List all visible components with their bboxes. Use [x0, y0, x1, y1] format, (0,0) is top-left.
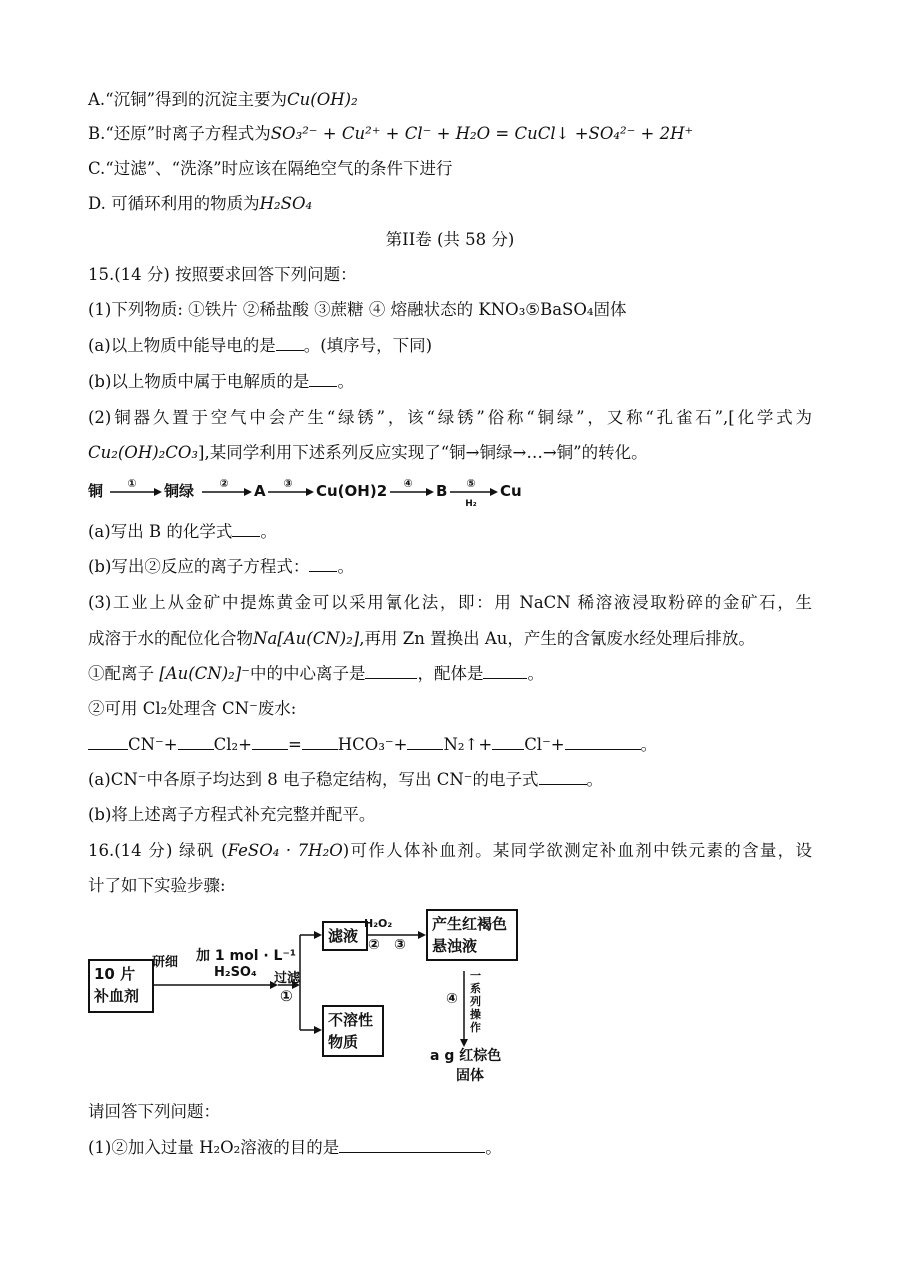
option-a-formula: Cu(OH)₂	[287, 90, 358, 109]
suspension-box	[426, 909, 518, 961]
q15-part3-text2: ,再用 Zn 置换出 Au，产生的含氰废水经处理后排放。	[359, 629, 755, 648]
q15-part1b-text: (b)以上物质中属于电解质的是	[88, 372, 310, 391]
q15-part2a	[88, 520, 277, 544]
supplement-box-line1: 10 片	[94, 965, 136, 983]
q15-part3-2: ②可用 Cl₂处理含 CN⁻废水:	[88, 699, 297, 718]
q15-part3b: (b)将上述离子方程式补充完整并配平。	[88, 805, 376, 824]
scheme-b: B	[436, 482, 448, 500]
scheme-step-4: ④	[403, 477, 413, 490]
answer-blank	[178, 733, 214, 750]
q16-part1-text: (1)②加入过量 H₂O₂溶液的目的是	[88, 1138, 340, 1157]
complex-ion-formula: [Au(CN)₂]⁻	[159, 664, 250, 683]
step-2: ②	[368, 937, 380, 953]
eq-hco3: HCO₃⁻+	[337, 735, 408, 754]
q15-part3a-suffix: 。	[586, 770, 603, 789]
option-d-formula: H₂SO₄	[259, 194, 313, 213]
suspension-line2: 悬浊液	[432, 937, 478, 955]
q16-part1-suffix: 。	[485, 1138, 502, 1157]
acid-label: 加 1 mol · L⁻¹	[196, 948, 297, 964]
green-vitriol-formula: FeSO₄ · 7H₂O	[227, 841, 343, 860]
answer-blank	[492, 733, 524, 750]
q15-part3-1-mid2: ，配体是	[417, 664, 484, 683]
suspension-line1: 产生红褐色	[432, 915, 508, 933]
section-title: 第II卷 (共 58 分)	[385, 230, 515, 249]
option-d-text: D. 可循环利用的物质为	[88, 194, 260, 213]
scheme-cuoh2: Cu(OH)2	[316, 482, 388, 500]
option-b-formula: SO₃²⁻ + Cu²⁺ + Cl⁻ + H₂O = CuCl↓ +SO₄²⁻ + 2H⁺	[270, 124, 694, 143]
answer-blank	[276, 334, 304, 351]
q15-part2-line2	[88, 441, 648, 465]
eq-cn: CN⁻+	[128, 735, 178, 754]
q15-part3-line2	[88, 627, 755, 651]
option-d	[88, 192, 312, 216]
series-ops-label: 一系列操作	[470, 969, 481, 1034]
eq-cl2: Cl₂+	[213, 735, 252, 754]
q15-part1b	[88, 370, 354, 394]
q15-part1b-suffix: 。	[337, 372, 354, 391]
eq-equals: =	[287, 735, 302, 754]
q16-head-line1	[88, 839, 812, 863]
scheme-step-1: ①	[127, 477, 137, 490]
step-4: ④	[446, 991, 458, 1007]
q15-part2a-text: (a)写出 B 的化学式	[88, 522, 233, 541]
complex-formula: Na[Au(CN)₂]	[253, 629, 360, 648]
insoluble-box	[322, 1005, 384, 1057]
q15-part1a-suffix: 。(填序号，下同)	[303, 336, 433, 355]
answer-blank	[232, 520, 260, 537]
q15-part2b-suffix: 。	[337, 557, 354, 576]
answer-blank	[309, 370, 337, 387]
filter-label: 过滤	[274, 971, 301, 986]
q15-head: 15.(14 分) 按照要求回答下列问题：	[88, 265, 357, 284]
q16-head-line2: 计了如下实验步骤:	[88, 876, 226, 895]
answer-blank	[88, 733, 128, 750]
grind-label: 研细	[152, 955, 179, 970]
answer-blank	[339, 1136, 485, 1153]
supplement-box-line2: 补血剂	[94, 987, 140, 1005]
answer-blank	[539, 768, 587, 785]
q15-part3-1-mid: 中的中心离子是	[249, 664, 366, 683]
q15-part3a-text: (a)CN⁻中各原子均达到 8 电子稳定结构，写出 CN⁻的电子式	[88, 770, 539, 789]
option-c: C.“过滤”、“洗涤”时应该在隔绝空气的条件下进行	[88, 159, 453, 178]
answer-blank	[252, 733, 288, 750]
scheme-verdigris: 铜绿	[164, 482, 195, 500]
eq-n2: N₂↑+	[443, 735, 493, 754]
option-b	[88, 122, 693, 146]
solid-line1: a g 红棕色	[430, 1048, 502, 1064]
option-a	[88, 88, 358, 112]
q15-part3-line1: (3)工业上从金矿中提炼黄金可以采用氰化法，即：用 NaCN 稀溶液浸取粉碎的金矿石，生	[88, 593, 812, 612]
q15-part3a	[88, 768, 603, 792]
q15-part3-text: 成溶于水的配位化合物	[88, 629, 253, 648]
q16-part1	[88, 1136, 502, 1160]
option-a-text: A.“沉铜”得到的沉淀主要为	[88, 90, 288, 109]
scheme-copper: 铜	[88, 482, 104, 500]
q15-part2b-text: (b)写出②反应的离子方程式：	[88, 557, 310, 576]
malachite-formula: Cu₂(OH)₂CO₃	[88, 443, 199, 462]
solid-line2: 固体	[456, 1068, 484, 1084]
answer-blank	[407, 733, 443, 750]
q15-part3-1-suffix: 。	[527, 664, 544, 683]
eq-end: 。	[640, 735, 658, 754]
answer-blank	[309, 555, 337, 572]
q15-part2-text: ],某同学利用下述系列反应实现了“铜→铜绿→…→铜”的转化。	[198, 443, 648, 462]
supplement-box	[88, 959, 154, 1013]
scheme-step-5: ⑤	[466, 477, 476, 490]
experiment-flowchart	[88, 905, 548, 1085]
answer-blank	[302, 733, 338, 750]
answer-blank	[565, 733, 641, 750]
q16-head-text: 16.(14 分) 绿矾 (	[88, 841, 228, 860]
reaction-scheme	[88, 476, 548, 516]
q15-part2a-suffix: 。	[260, 522, 277, 541]
scheme-step-2: ②	[219, 477, 229, 490]
answer-blank	[483, 662, 527, 679]
insoluble-line2: 物质	[328, 1033, 359, 1051]
scheme-h2: H₂	[465, 499, 477, 509]
q15-part3-1-text: ①配离子	[88, 664, 154, 683]
q15-part2-line1: (2)铜器久置于空气中会产生“绿锈”，该“绿锈”俗称“铜绿”，又称“孔雀石”,[化学式为	[88, 408, 812, 427]
option-b-text: B.“还原”时离子方程式为	[88, 124, 271, 143]
q15-part3-1	[88, 662, 544, 686]
q15-part1: (1)下列物质: ①铁片 ②稀盐酸 ③蔗糖 ④ 熔融状态的 KNO₃⑤BaSO₄固体	[88, 300, 627, 319]
scheme-cu: Cu	[500, 482, 522, 500]
scheme-step-3: ③	[283, 477, 293, 490]
eq-cl: Cl⁻+	[524, 735, 565, 754]
q16-prompt: 请回答下列问题：	[88, 1102, 220, 1121]
q15-part1a	[88, 334, 432, 358]
answer-blank	[365, 662, 417, 679]
redox-equation	[88, 733, 657, 757]
h2o2-label: H₂O₂	[364, 917, 393, 930]
filter-step: ①	[280, 987, 293, 1005]
step-3: ③	[394, 937, 406, 953]
q15-part2b	[88, 555, 354, 579]
acid-formula: H₂SO₄	[214, 965, 257, 980]
scheme-a: A	[254, 482, 266, 500]
q16-head-text2: )可作人体补血剂。某同学欲测定补血剂中铁元素的含量，设	[342, 841, 812, 860]
insoluble-line1: 不溶性	[328, 1011, 374, 1029]
filtrate-box: 滤液	[322, 921, 368, 951]
q15-part1a-text: (a)以上物质中能导电的是	[88, 336, 276, 355]
